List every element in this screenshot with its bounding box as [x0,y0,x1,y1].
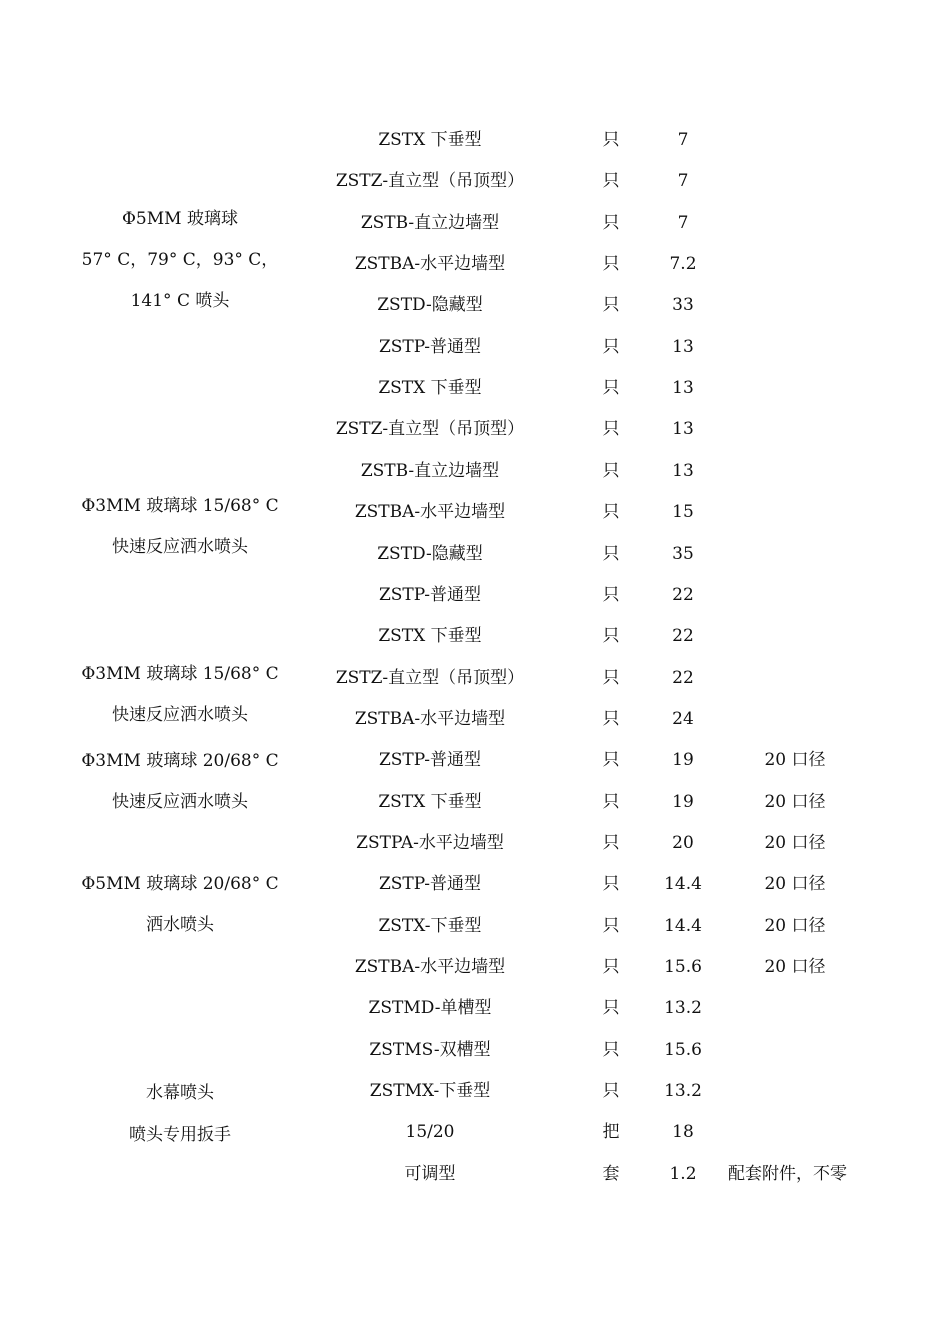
group-line: 141° C 喷头 [130,291,230,311]
price-cell: 19 [672,792,694,812]
unit-cell: 只 [602,419,620,439]
price-cell: 19 [672,750,694,770]
table-row [0,580,950,610]
unit-cell: 只 [602,998,620,1018]
model-cell: ZSTBA-水平边墙型 [354,254,506,274]
unit-cell: 只 [602,1081,620,1101]
table-row [0,456,950,486]
table-row [0,208,950,238]
group-line: Φ5MM 玻璃球 [122,209,238,229]
model-cell: 15/20 [405,1122,455,1142]
price-cell: 14.4 [664,874,702,894]
unit-cell: 只 [602,171,620,191]
unit-cell: 只 [602,502,620,522]
price-cell: 13.2 [664,998,702,1018]
table-row [0,828,950,858]
note-cell: 20 口径 [764,916,826,936]
model-cell: ZSTB-直立边墙型 [360,461,500,481]
group-line: 57° C，79° C，93° C， [81,250,279,270]
unit-cell: 只 [602,916,620,936]
group-line: 水幕喷头 [146,1083,214,1103]
model-cell: ZSTMD-单槽型 [368,998,492,1018]
table-row [0,621,950,651]
model-cell: ZSTD-隐藏型 [377,544,483,564]
note-cell: 20 口径 [764,957,826,977]
model-cell: ZSTX 下垂型 [378,130,482,150]
group-line: 快速反应洒水喷头 [112,537,248,557]
group-line: 洒水喷头 [146,915,214,935]
model-cell: ZSTP-普通型 [378,750,482,770]
model-cell: ZSTMX-下垂型 [369,1081,491,1101]
unit-cell: 只 [602,337,620,357]
model-cell: ZSTZ-直立型（吊顶型） [335,419,525,439]
model-cell: ZSTX-下垂型 [378,916,482,936]
price-cell: 15.6 [664,1040,702,1060]
unit-cell: 只 [602,750,620,770]
price-cell: 13 [672,378,694,398]
unit-cell: 只 [602,254,620,274]
group-line: 喷头专用扳手 [129,1125,231,1145]
model-cell: ZSTP-普通型 [378,337,482,357]
table-row [0,539,950,569]
price-cell: 14.4 [664,916,702,936]
table-row [0,332,950,362]
model-cell: ZSTZ-直立型（吊顶型） [335,171,525,191]
price-cell: 1.2 [669,1164,697,1184]
table-row [0,745,950,775]
table-row [0,869,950,899]
price-cell: 15.6 [664,957,702,977]
group-line: 快速反应洒水喷头 [112,705,248,725]
model-cell: ZSTBA-水平边墙型 [354,957,506,977]
table-row [0,1076,950,1106]
price-cell: 33 [672,295,694,315]
model-cell: ZSTZ-直立型（吊顶型） [335,668,525,688]
table-row [0,249,950,279]
price-cell: 13 [672,419,694,439]
unit-cell: 只 [602,709,620,729]
table-row [0,993,950,1023]
model-cell: ZSTP-普通型 [378,874,482,894]
group-line: Φ5MM 玻璃球 20/68° C [81,874,279,894]
group-line: Φ3MM 玻璃球 15/68° C [81,496,279,516]
model-cell: ZSTX 下垂型 [378,792,482,812]
note-cell: 20 口径 [764,874,826,894]
unit-cell: 套 [602,1164,620,1184]
note-cell: 20 口径 [764,833,826,853]
unit-cell: 只 [602,874,620,894]
table-row [0,952,950,982]
group-line: Φ3MM 玻璃球 20/68° C [81,751,279,771]
group-line: 快速反应洒水喷头 [112,792,248,812]
price-cell: 22 [672,668,694,688]
note-cell: 配套附件，不零 [728,1164,847,1184]
unit-cell: 只 [602,378,620,398]
unit-cell: 只 [602,213,620,233]
table-row [0,704,950,734]
table-row [0,663,950,693]
price-cell: 7 [677,213,689,233]
table-row [0,911,950,941]
table-row [0,1117,950,1147]
price-cell: 24 [672,709,694,729]
note-cell: 20 口径 [764,750,826,770]
price-cell: 13 [672,461,694,481]
unit-cell: 只 [602,833,620,853]
table-row [0,497,950,527]
table-row [0,787,950,817]
price-cell: 7.2 [669,254,697,274]
unit-cell: 只 [602,130,620,150]
unit-cell: 只 [602,585,620,605]
table-row [0,290,950,320]
model-cell: 可调型 [404,1164,456,1184]
table-row [0,373,950,403]
unit-cell: 只 [602,957,620,977]
model-cell: ZSTB-直立边墙型 [360,213,500,233]
unit-cell: 只 [602,626,620,646]
unit-cell: 只 [602,544,620,564]
price-cell: 20 [672,833,694,853]
table-row [0,1159,950,1189]
table-row [0,1035,950,1065]
unit-cell: 把 [602,1122,620,1142]
unit-cell: 只 [602,295,620,315]
unit-cell: 只 [602,792,620,812]
price-cell: 13.2 [664,1081,702,1101]
group-line: Φ3MM 玻璃球 15/68° C [81,664,279,684]
table-row [0,125,950,155]
price-cell: 22 [672,626,694,646]
model-cell: ZSTD-隐藏型 [377,295,483,315]
unit-cell: 只 [602,668,620,688]
price-cell: 7 [677,130,689,150]
price-cell: 18 [672,1122,694,1142]
model-cell: ZSTMS-双槽型 [369,1040,491,1060]
model-cell: ZSTBA-水平边墙型 [354,502,506,522]
model-cell: ZSTP-普通型 [378,585,482,605]
price-cell: 15 [672,502,694,522]
model-cell: ZSTX 下垂型 [378,378,482,398]
model-cell: ZSTBA-水平边墙型 [354,709,506,729]
price-cell: 7 [677,171,689,191]
table-row [0,414,950,444]
model-cell: ZSTX 下垂型 [378,626,482,646]
unit-cell: 只 [602,461,620,481]
price-cell: 35 [672,544,694,564]
model-cell: ZSTPA-水平边墙型 [356,833,504,853]
price-cell: 13 [672,337,694,357]
note-cell: 20 口径 [764,792,826,812]
unit-cell: 只 [602,1040,620,1060]
price-cell: 22 [672,585,694,605]
table-row [0,166,950,196]
